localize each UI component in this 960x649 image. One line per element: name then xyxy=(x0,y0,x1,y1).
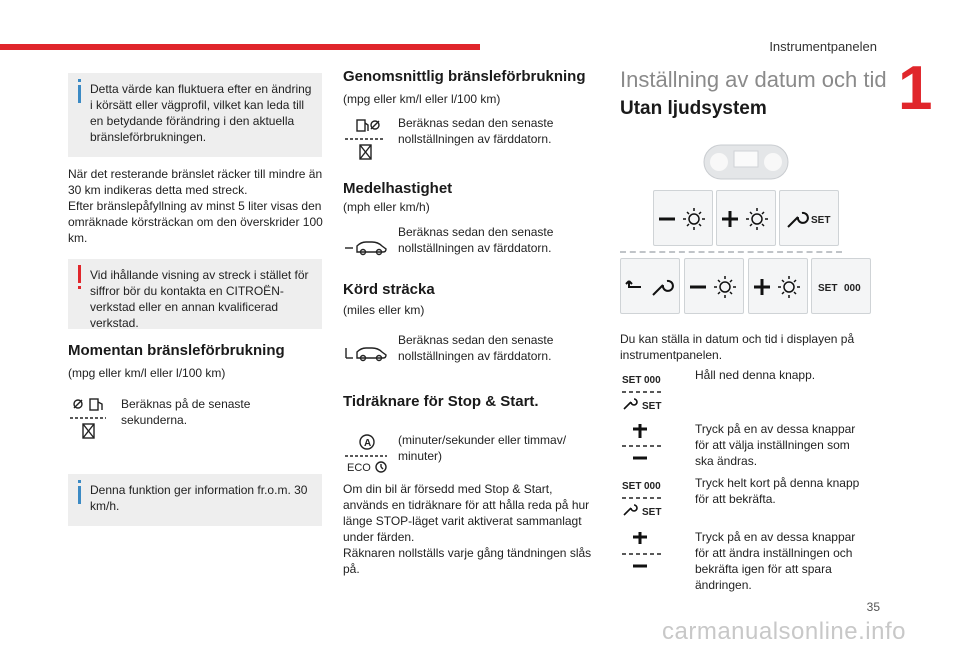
plus-brightness-button[interactable] xyxy=(748,258,808,314)
paragraph xyxy=(68,166,326,246)
back-wrench-button[interactable] xyxy=(620,258,680,314)
note-text: Denna funktion ger information fr.o.m. 30 km/h. xyxy=(90,483,308,513)
section-title: Tidräknare för Stop & Start. xyxy=(343,393,539,410)
chapter-number: 1 xyxy=(898,54,933,123)
minus-brightness-button[interactable] xyxy=(653,190,713,246)
car-speed-icon xyxy=(343,238,389,258)
set-value: 000 xyxy=(644,375,661,386)
intro-text: Du kan ställa in datum och tid i displayen på instrumentpanelen. xyxy=(620,332,855,362)
info-icon xyxy=(78,79,81,82)
unit-text: (mpg eller km/l eller l/100 km) xyxy=(343,92,501,106)
plus-minus-step-icon xyxy=(620,424,664,464)
section-title: Momentan bränsleförbrukning xyxy=(68,342,285,359)
section-subtitle: Utan ljudsystem xyxy=(620,98,767,119)
watermark: carmanualsonline.info xyxy=(662,618,906,645)
section-title: Körd sträcka xyxy=(343,281,435,298)
set-label: SET xyxy=(642,507,662,518)
average-consumption-icon xyxy=(343,117,387,163)
instant-consumption-icon xyxy=(68,396,108,442)
wrench-icon xyxy=(780,191,838,245)
paragraph-line: Efter bränslepåfyllning av minst 5 liter visas den omräknade körsträckan om den överskrider 100 km. xyxy=(68,199,323,245)
step-text: Håll ned denna knapp. xyxy=(695,368,816,382)
warning-note xyxy=(68,259,322,329)
divider xyxy=(620,251,842,253)
warning-icon xyxy=(78,265,81,283)
section-header: Instrumentpanelen xyxy=(769,39,877,54)
paragraph-line: Räknaren nollställs varje gång tändningen slås på. xyxy=(343,546,592,576)
description: Beräknas sedan den senaste nollställningen av färddatorn. xyxy=(398,333,554,363)
unit-text: (miles eller km) xyxy=(343,303,425,317)
header-accent-bar xyxy=(0,44,480,50)
eco-label: ECO xyxy=(347,462,371,474)
stop-start-icon xyxy=(343,434,389,476)
set-value: 000 xyxy=(844,283,861,294)
instrument-cluster-icon xyxy=(703,144,789,180)
info-icon xyxy=(78,480,81,483)
set-label: SET xyxy=(622,481,642,492)
minus-sun-icon xyxy=(685,259,743,313)
info-icon-stem xyxy=(78,486,81,504)
step-text: Tryck på en av dessa knappar för att ändra inställningen och bekräfta igen för att spara ändringen. xyxy=(695,530,856,592)
description: Beräknas på de senaste sekunderna. xyxy=(121,397,251,427)
minus-brightness-button[interactable] xyxy=(684,258,744,314)
info-note xyxy=(68,73,322,157)
unit-text: (mph eller km/h) xyxy=(343,200,430,214)
warning-text: Vid ihållande visning av streck i stället för siffror bör du kontakta en CITROËN-verkstad eller en annan kvalificerad verkstad. xyxy=(90,268,309,330)
info-note xyxy=(68,474,322,526)
plus-brightness-button[interactable] xyxy=(716,190,776,246)
section-title: Medelhastighet xyxy=(343,180,453,197)
plus-sun-icon xyxy=(717,191,775,245)
step-text: Tryck helt kort på denna knapp för att bekräfta. xyxy=(695,476,860,506)
page-number: 35 xyxy=(866,600,880,614)
set-000-button[interactable] xyxy=(811,258,871,314)
set-label: SET xyxy=(818,283,838,294)
page-title: Inställning av datum och tid xyxy=(620,67,887,92)
step-text: Tryck på en av dessa knappar för att välja inställningen som ska ändras. xyxy=(695,422,856,468)
svg-text:A: A xyxy=(364,438,372,449)
set-000-step-icon xyxy=(620,478,664,518)
set-000-icon xyxy=(812,259,870,313)
plus-sun-icon xyxy=(749,259,807,313)
note-text: Detta värde kan fluktuera efter en ändring i körsätt eller vägprofil, vilket kan leda till en betydande förändring i den aktuella bränsleförbrukningen. xyxy=(90,82,312,144)
minus-sun-icon xyxy=(654,191,712,245)
set-label: SET xyxy=(622,375,642,386)
paragraph xyxy=(343,481,598,577)
set-label: SET xyxy=(642,401,662,412)
unit-text: (minuter/sekunder eller timmav/ minuter) xyxy=(398,433,567,463)
set-value: 000 xyxy=(644,481,661,492)
return-wrench-icon xyxy=(621,259,679,313)
info-icon-stem xyxy=(78,85,81,103)
paragraph-line: När det resterande bränslet räcker till mindre än 30 km indikeras detta med streck. xyxy=(68,167,323,197)
unit-text: (mpg eller km/l eller l/100 km) xyxy=(68,366,226,380)
plus-minus-step-icon xyxy=(620,532,664,572)
wrench-set-button[interactable] xyxy=(779,190,839,246)
warning-icon-dot xyxy=(78,286,81,289)
car-distance-icon xyxy=(343,344,389,364)
set-000-step-icon xyxy=(620,372,664,412)
description: Beräknas sedan den senaste nollställningen av färddatorn. xyxy=(398,116,554,146)
set-label: SET xyxy=(811,215,831,226)
paragraph-line: Om din bil är försedd med Stop & Start, används en tidräknare för att hålla reda på hur länge STOP-läget varit aktiverat sammanlagt under färden. xyxy=(343,482,590,544)
description: Beräknas sedan den senaste nollställningen av färddatorn. xyxy=(398,225,554,255)
section-title: Genomsnittlig bränsleförbrukning xyxy=(343,68,586,85)
